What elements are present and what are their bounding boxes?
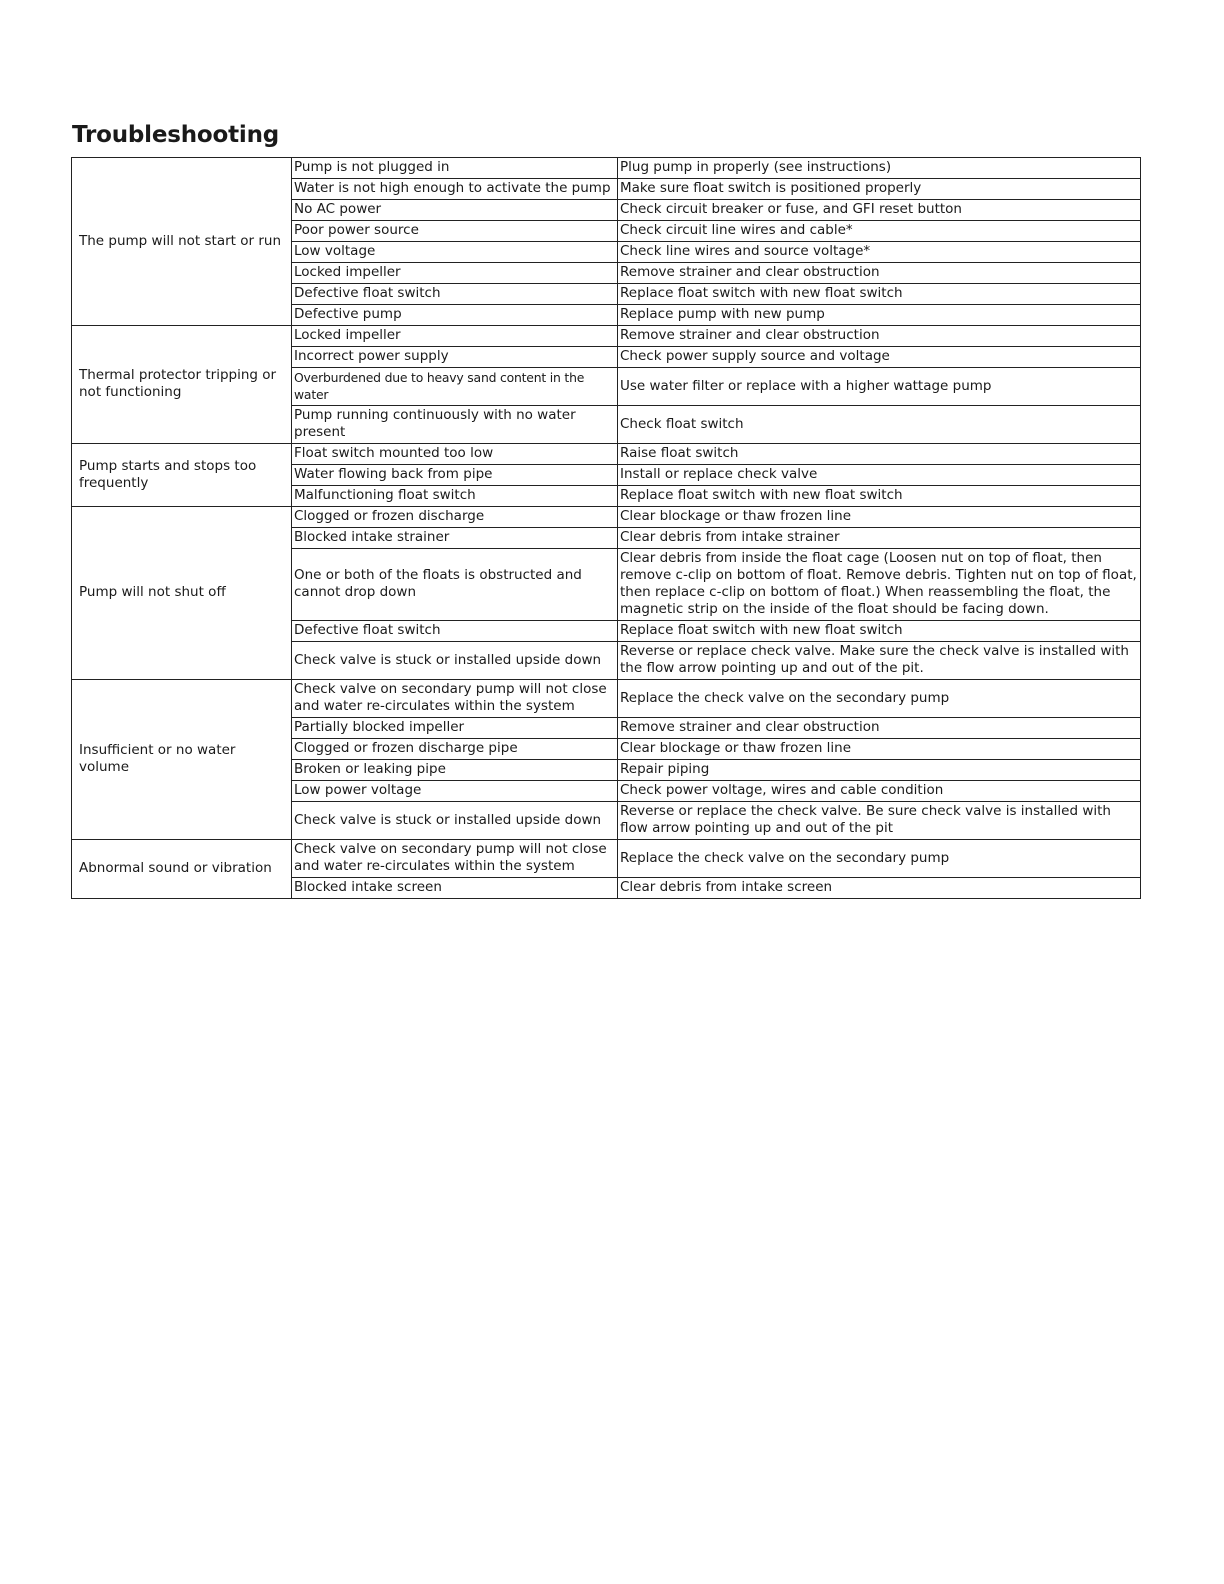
cause-cell: Incorrect power supply xyxy=(292,347,618,368)
cause-cell: Low voltage xyxy=(292,242,618,263)
cause-cell: Pump is not plugged in xyxy=(292,158,618,179)
cause-cell: Check valve on secondary pump will not close and water re-circulates within the system xyxy=(292,680,618,718)
remedy-cell: Clear debris from intake screen xyxy=(618,878,1141,899)
remedy-cell: Replace float switch with new float switch xyxy=(618,621,1141,642)
remedy-cell: Check power supply source and voltage xyxy=(618,347,1141,368)
problem-cell: Thermal protector tripping or not functioning xyxy=(72,326,292,444)
remedy-cell: Reverse or replace the check valve. Be sure check valve is installed with flow arrow pointing up and out of the pit xyxy=(618,802,1141,840)
cause-cell: Check valve is stuck or installed upside down xyxy=(292,642,618,680)
cause-cell: Low power voltage xyxy=(292,781,618,802)
remedy-cell: Replace the check valve on the secondary pump xyxy=(618,840,1141,878)
problem-cell: Pump will not shut off xyxy=(72,507,292,680)
troubleshooting-table-body xyxy=(72,158,1141,899)
cause-cell: Check valve on secondary pump will not close and water re-circulates within the system xyxy=(292,840,618,878)
problem-cell: Pump starts and stops too frequently xyxy=(72,444,292,507)
cause-cell: Locked impeller xyxy=(292,263,618,284)
table-row xyxy=(72,840,1141,878)
remedy-cell: Use water filter or replace with a higher wattage pump xyxy=(618,368,1141,406)
remedy-cell: Clear debris from intake strainer xyxy=(618,528,1141,549)
remedy-cell: Replace the check valve on the secondary pump xyxy=(618,680,1141,718)
cause-cell: One or both of the floats is obstructed and cannot drop down xyxy=(292,549,618,621)
cause-cell: Clogged or frozen discharge pipe xyxy=(292,739,618,760)
table-row xyxy=(72,680,1141,718)
remedy-cell: Replace float switch with new float switch xyxy=(618,486,1141,507)
cause-cell: Locked impeller xyxy=(292,326,618,347)
table-row xyxy=(72,444,1141,465)
cause-cell: Blocked intake strainer xyxy=(292,528,618,549)
cause-cell: Water flowing back from pipe xyxy=(292,465,618,486)
remedy-cell: Reverse or replace check valve. Make sure the check valve is installed with the flow arrow pointing up and out of the pit. xyxy=(618,642,1141,680)
cause-cell: Float switch mounted too low xyxy=(292,444,618,465)
troubleshooting-table xyxy=(71,157,1141,899)
remedy-cell: Check circuit breaker or fuse, and GFI reset button xyxy=(618,200,1141,221)
remedy-cell: Check circuit line wires and cable* xyxy=(618,221,1141,242)
remedy-cell: Make sure float switch is positioned properly xyxy=(618,179,1141,200)
cause-cell: Pump running continuously with no water present xyxy=(292,406,618,444)
table-row xyxy=(72,158,1141,179)
cause-cell: Blocked intake screen xyxy=(292,878,618,899)
cause-cell: Defective float switch xyxy=(292,284,618,305)
table-row xyxy=(72,507,1141,528)
cause-cell: No AC power xyxy=(292,200,618,221)
problem-cell: Insufficient or no water volume xyxy=(72,680,292,840)
remedy-cell: Remove strainer and clear obstruction xyxy=(618,718,1141,739)
remedy-cell: Install or replace check valve xyxy=(618,465,1141,486)
remedy-cell: Replace float switch with new float switch xyxy=(618,284,1141,305)
cause-cell: Defective pump xyxy=(292,305,618,326)
cause-cell: Overburdened due to heavy sand content in the water xyxy=(292,368,618,406)
remedy-cell: Plug pump in properly (see instructions) xyxy=(618,158,1141,179)
table-row xyxy=(72,326,1141,347)
remedy-cell: Clear debris from inside the float cage (Loosen nut on top of float, then remove c-clip on bottom of float. Remove debris. Tighten nut on top of float, then replace c-clip on bottom of float.) When reassembling the float, the magnetic strip on the inside of the float should be facing down. xyxy=(618,549,1141,621)
remedy-cell: Raise float switch xyxy=(618,444,1141,465)
remedy-cell: Check power voltage, wires and cable condition xyxy=(618,781,1141,802)
cause-cell: Broken or leaking pipe xyxy=(292,760,618,781)
cause-cell: Defective float switch xyxy=(292,621,618,642)
cause-cell: Poor power source xyxy=(292,221,618,242)
remedy-cell: Replace pump with new pump xyxy=(618,305,1141,326)
problem-cell: The pump will not start or run xyxy=(72,158,292,326)
remedy-cell: Remove strainer and clear obstruction xyxy=(618,263,1141,284)
cause-cell: Partially blocked impeller xyxy=(292,718,618,739)
page-title: Troubleshooting xyxy=(72,122,280,148)
remedy-cell: Clear blockage or thaw frozen line xyxy=(618,507,1141,528)
cause-cell: Malfunctioning float switch xyxy=(292,486,618,507)
remedy-cell: Clear blockage or thaw frozen line xyxy=(618,739,1141,760)
cause-cell: Water is not high enough to activate the pump xyxy=(292,179,618,200)
cause-cell: Clogged or frozen discharge xyxy=(292,507,618,528)
problem-cell: Abnormal sound or vibration xyxy=(72,840,292,899)
cause-cell: Check valve is stuck or installed upside down xyxy=(292,802,618,840)
remedy-cell: Check float switch xyxy=(618,406,1141,444)
remedy-cell: Remove strainer and clear obstruction xyxy=(618,326,1141,347)
remedy-cell: Check line wires and source voltage* xyxy=(618,242,1141,263)
remedy-cell: Repair piping xyxy=(618,760,1141,781)
